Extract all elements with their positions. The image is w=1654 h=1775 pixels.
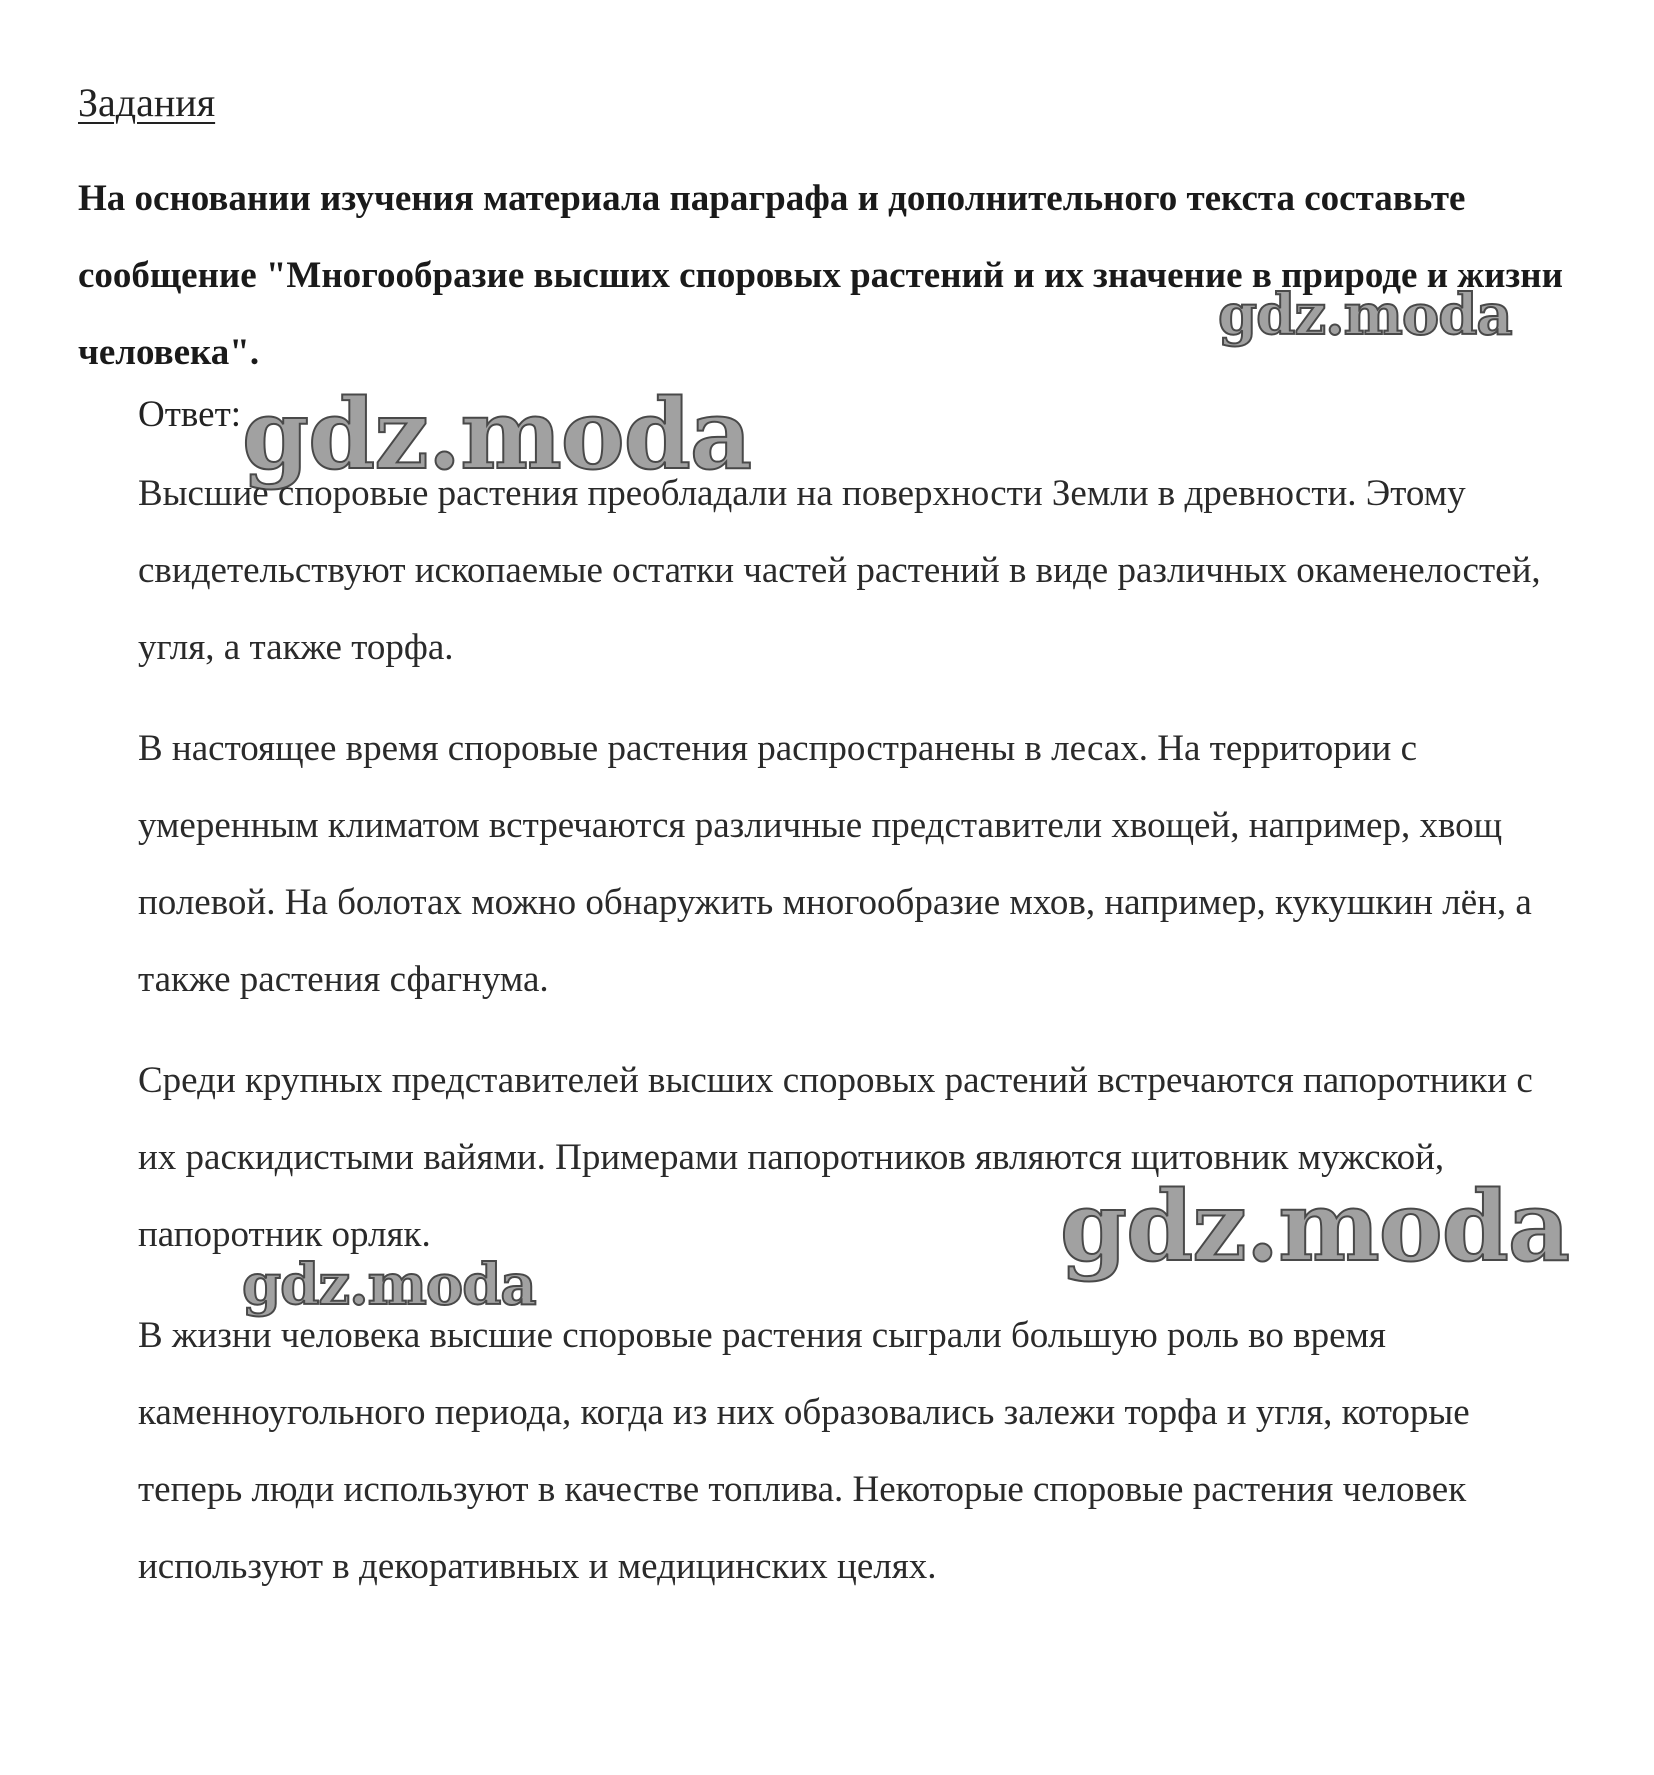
watermark-logo: gdz.moda bbox=[1218, 282, 1512, 348]
watermark-logo: gdz.moda bbox=[1060, 1170, 1570, 1283]
answer-paragraph: В настоящее время споровые растения распространены в лесах. На территории с умеренным климатом встречаются различные представители хвощей, например, хвощ полевой. На болотах можно обнаружить многообразие мхов, например, кукушкин лён, а также растения сфагнума. bbox=[138, 728, 1532, 1000]
answer-paragraph: Среди крупных представителей высших споровых растений встречаются папоротники с их раскидистыми вайями. Примерами папоротников являются щитовник мужской, папоротник орляк. bbox=[138, 1060, 1533, 1255]
section-label: Задания bbox=[78, 80, 216, 125]
answer-paragraph: Высшие споровые растения преобладали на поверхности Земли в древности. Этому свидетельствуют ископаемые остатки частей растений в виде различных окаменелостей, угля, а также торфа. bbox=[138, 473, 1541, 668]
answer-body bbox=[138, 455, 1578, 1629]
answer-paragraph: В жизни человека высшие споровые растения сыграли большую роль во время каменноугольного периода, когда из них образовались залежи торфа и угля, которые теперь люди используют в качестве топлива. Некоторые споровые растения человек используют в декоративных и медицинских целях. bbox=[138, 1315, 1470, 1587]
answer-label: Ответ: bbox=[138, 394, 242, 435]
watermark-logo: gdz.moda bbox=[242, 378, 752, 491]
task-statement: На основании изучения материала параграфа и дополнительного текста составьте сообщение "Многообразие высших споровых растений и их значение в природе и жизни человека". bbox=[78, 178, 1563, 373]
watermark-logo: gdz.moda bbox=[242, 1252, 536, 1318]
